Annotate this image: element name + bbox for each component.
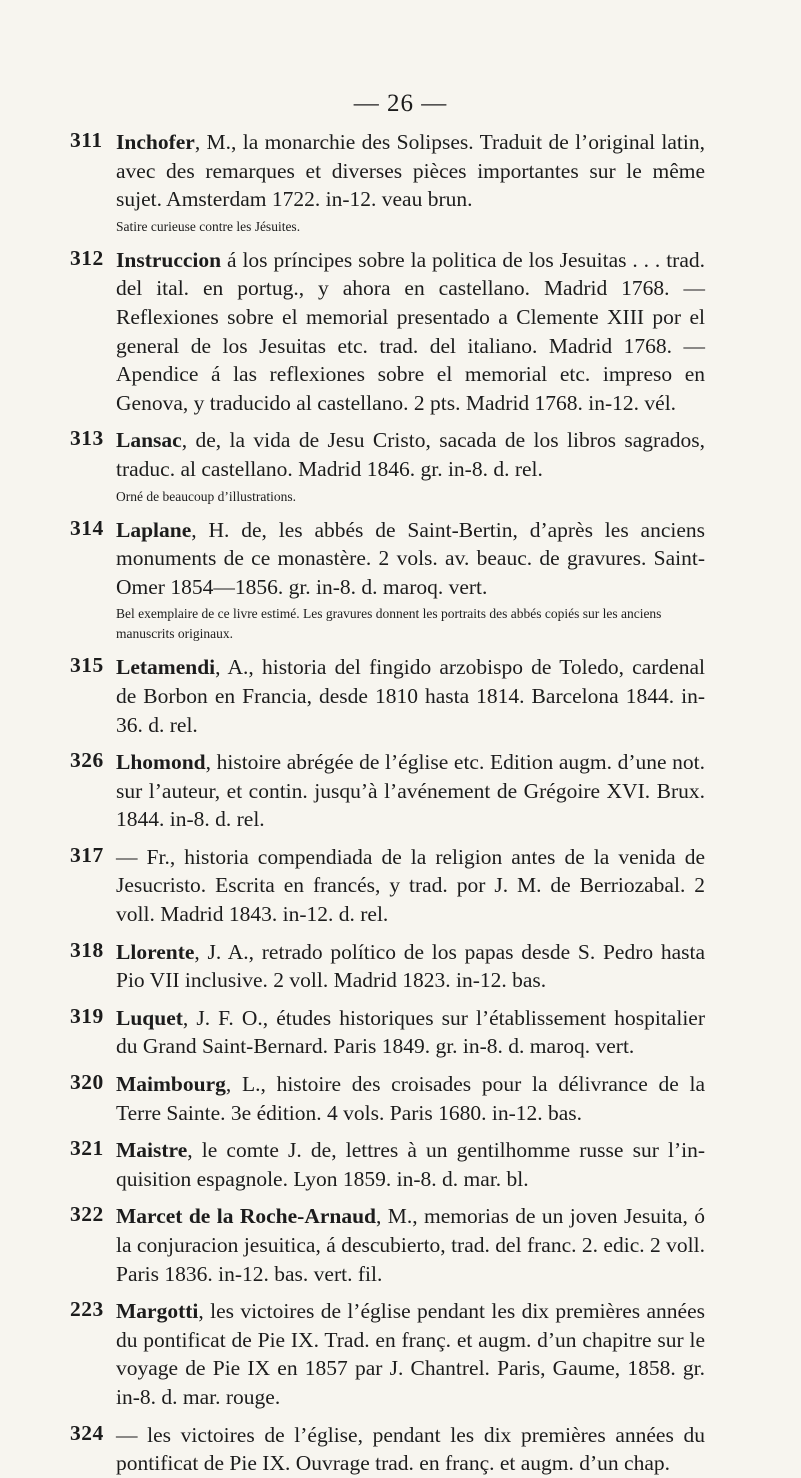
catalogue-entry xyxy=(70,128,705,237)
entry-heading: Letamendi xyxy=(116,655,216,680)
entry-heading: Inchofer xyxy=(116,130,195,154)
entry-number: 320 xyxy=(70,1070,104,1095)
entry-heading: Luquet xyxy=(116,1005,183,1030)
entry-text: , le comte J. de, lettres à un gentilhomme russe sur l’in-quisition espagnole. Lyon 1859. in-8. d. mar. bl. xyxy=(116,1138,705,1191)
entry-number: 322 xyxy=(70,1202,104,1227)
entry-text: , L., histoire des croisades pour la délivrance de la Terre Sainte. 3e édition. 4 vols. Paris 1680. in-12. bas. xyxy=(116,1072,705,1125)
entry-body xyxy=(116,1297,705,1411)
catalogue-entry xyxy=(70,1421,705,1478)
entry-body xyxy=(116,1136,705,1193)
entry-heading: Maimbourg xyxy=(116,1072,226,1097)
entry-heading: Llorente xyxy=(116,939,195,964)
entry-heading: Lhomond xyxy=(116,750,206,775)
entry-body xyxy=(116,246,705,418)
entry-text: á los príncipes sobre la politica de los Jesuitas . . . trad. del ital. en portug., y ahora en castellano. Madrid 1768. — Reflexiones sobre el memorial presentado a Clemente XIII por el general de los Jesuitas etc. trad. del italiano. Madrid 1768. — Apendice á las reflexiones sobre el memorial etc. impreso en Genova, y traducido al castellano. 2 pts. Madrid 1768. in-12. vél. xyxy=(116,247,705,415)
entry-number: 326 xyxy=(70,748,104,773)
entry-text: — les victoires de l’église, pendant les dix premières années du pontificat de Pie IX. Ouvrage trad. en franç. et augm. d’un chap. xyxy=(116,1422,705,1476)
entry-body xyxy=(116,1202,705,1288)
entry-body xyxy=(116,1004,705,1061)
entry-number: 311 xyxy=(70,128,103,152)
entry-number: 223 xyxy=(70,1297,104,1322)
catalogue-entry xyxy=(70,1136,705,1193)
entry-note: Orné de beaucoup d’illustrations. xyxy=(116,488,296,504)
entry-text: , A., historia del fingido arzobispo de Toledo, cardenal de Borbon en Francia, desde 1810 hasta 1814. Barcelona 1844. in-36. d. rel. xyxy=(116,655,705,737)
entry-note: Satire curieuse contre les Jésuites. xyxy=(116,218,301,234)
entry-text: , H. de, les abbés de Saint-Bertin, d’après les anciens monuments de ce monastère. 2 vols. av. beauc. de gravures. Saint-Omer 1854—1856. gr. in-8. d. maroq. vert. xyxy=(116,517,705,599)
entry-number: 318 xyxy=(70,937,104,962)
entry-number: 314 xyxy=(70,515,104,540)
entry-number: 312 xyxy=(70,245,104,270)
entry-text: , histoire abrégée de l’église etc. Edition augm. d’une not. sur l’auteur, et contin. jusqu’à l’avénement de Grégoire XVI. Brux. 1844. in-8. d. rel. xyxy=(116,750,705,832)
catalogue-entry xyxy=(70,246,705,418)
page-number: — 26 — xyxy=(353,90,448,117)
entry-heading: Lansac xyxy=(116,428,182,453)
entry-number: 321 xyxy=(70,1136,104,1161)
entry-body xyxy=(116,843,705,929)
entry-number: 313 xyxy=(70,426,104,451)
entry-heading: Margotti xyxy=(116,1299,199,1324)
catalogue-entry xyxy=(70,426,705,506)
entry-text: , de, la vida de Jesu Cristo, sacada de los libros sagrados, traduc. al castellano. Madrid 1846. gr. in-8. d. rel. xyxy=(116,428,705,481)
entry-text: , M., memorias de un joven Jesuita, ó la conjuracion jesuitica, á descubierto, trad. del franc. 2. edic. 2 voll. Paris 1836. in-12. bas. vert. fil. xyxy=(116,1204,705,1286)
catalogue-entry xyxy=(70,1070,705,1127)
entry-body xyxy=(116,516,705,645)
catalogue-entry xyxy=(70,748,705,834)
entry-body xyxy=(116,748,705,834)
entry-heading: Laplane xyxy=(116,517,192,542)
catalogue-entry xyxy=(70,938,705,995)
entry-number: 319 xyxy=(70,1003,104,1028)
entry-body xyxy=(116,1421,705,1478)
entry-heading: Maistre xyxy=(116,1138,188,1163)
entry-text: , J. A., retrado político de los papas desde S. Pedro hasta Pio VII inclusive. 2 voll. Madrid 1823. in-12. bas. xyxy=(116,939,705,993)
catalogue-entry xyxy=(70,516,705,645)
entry-number: 315 xyxy=(70,653,104,678)
catalogue-entry xyxy=(70,843,705,929)
entry-heading: Instruccion xyxy=(116,247,222,272)
entry-text: , les victoires de l’église pendant les dix premières années du pontificat de Pie IX. Trad. en franç. et augm. d’un chapitre sur le voyage de Pie IX en 1857 par J. Chantrel. Paris, Gaume, 1858. gr. in-8. d. mar. rouge. xyxy=(116,1299,705,1409)
entry-text: — Fr., historia compendiada de la religion antes de la venida de Jesucristo. Escrita en francés, y trad. por J. M. de Berriozabal. 2 voll. Madrid 1843. in-12. d. rel. xyxy=(116,844,705,927)
entry-body xyxy=(116,938,705,995)
entry-text: , J. F. O., études historiques sur l’établissement hospitalier du Grand Saint-Bernard. Paris 1849. gr. in-8. d. maroq. vert. xyxy=(116,1005,705,1059)
entry-heading: Marcet de la Roche-Arnaud xyxy=(116,1204,377,1229)
entry-text: , M., la monarchie des Solipses. Traduit de l’original latin, avec des remarques et diverses pièces importantes sur le même sujet. Amsterdam 1722. in-12. veau brun. xyxy=(116,130,705,212)
entry-body xyxy=(116,1070,705,1127)
entry-number: 324 xyxy=(70,1420,104,1445)
entry-body xyxy=(116,426,705,506)
entry-note: Bel exemplaire de ce livre estimé. Les gravures donnent les portraits des abbés copiés sur les anciens manuscrits originaux. xyxy=(116,606,662,642)
catalogue-entry xyxy=(70,1202,705,1288)
entry-body xyxy=(116,653,705,739)
catalogue-entry xyxy=(70,1297,705,1411)
entry-number: 317 xyxy=(70,842,104,867)
catalogue-entries xyxy=(70,128,705,1478)
catalogue-entry xyxy=(70,653,705,739)
catalogue-entry xyxy=(70,1004,705,1061)
entry-body xyxy=(116,128,705,237)
